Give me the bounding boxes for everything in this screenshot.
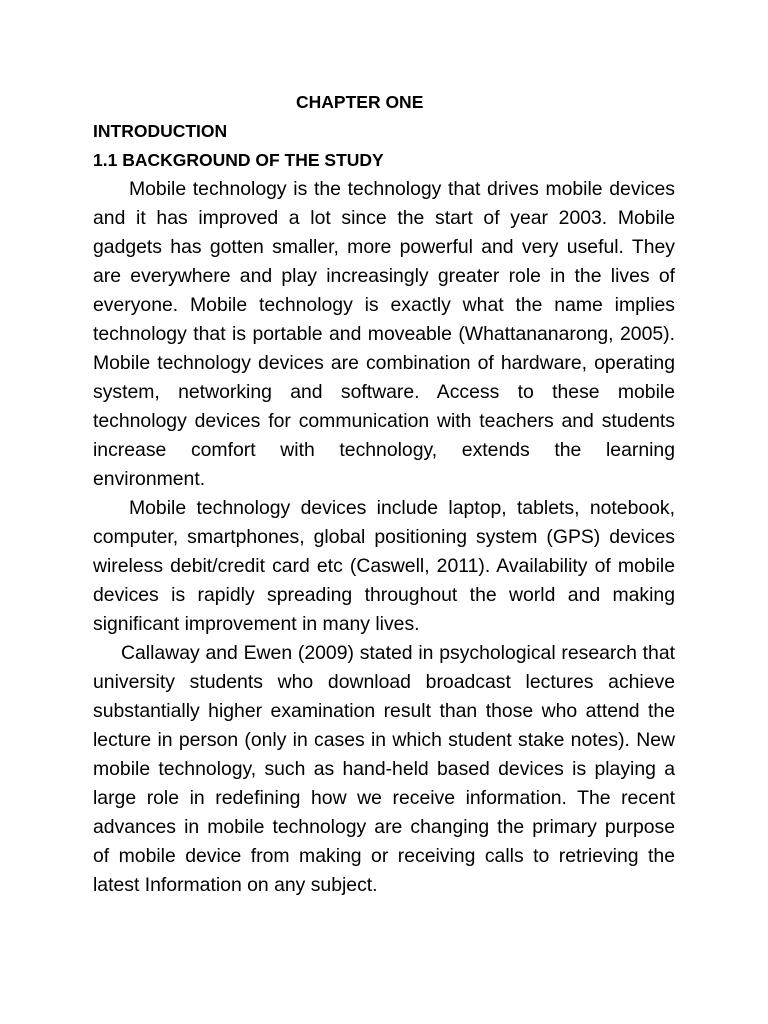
paragraph-3: Callaway and Ewen (2009) stated in psychological research that university students who download broadcast lectures achieve substantially higher examination result than those who attend the lecture in person (only in cases in which student stake notes). New mobile technology, such as hand-held based devices is playing a large role in redefining how we receive information. The recent advances in mobile technology are changing the primary purpose of mobile device from making or receiving calls to retrieving the latest Information on any subject. [93,642,675,896]
subsection-title: 1.1 BACKGROUND OF THE STUDY [93,150,384,170]
paragraph-2: Mobile technology devices include laptop, tablets, notebook, computer, smartphones, global positioning system (GPS) devices wireless debit/credit card etc (Caswell, 2011). Availability of mobile devices is rapidly spreading throughout the world and making significant improvement in many lives. [93,497,675,635]
section-title: INTRODUCTION [93,121,228,141]
paragraph-1: Mobile technology is the technology that drives mobile devices and it has improved a lot since the start of year 2003. Mobile gadgets has gotten smaller, more powerful and very useful. They are everywhere and play increasingly greater role in the lives of everyone. Mobile technology is exactly what the name implies technology that is portable and moveable (Whattananarong, 2005). Mobile technology devices are combination of hardware, operating system, networking and software. Access to these mobile technology devices for communication with teachers and students increase comfort with technology, extends the learning environment. [93,178,675,490]
document-body [93,88,675,900]
chapter-title: CHAPTER ONE [296,92,424,112]
